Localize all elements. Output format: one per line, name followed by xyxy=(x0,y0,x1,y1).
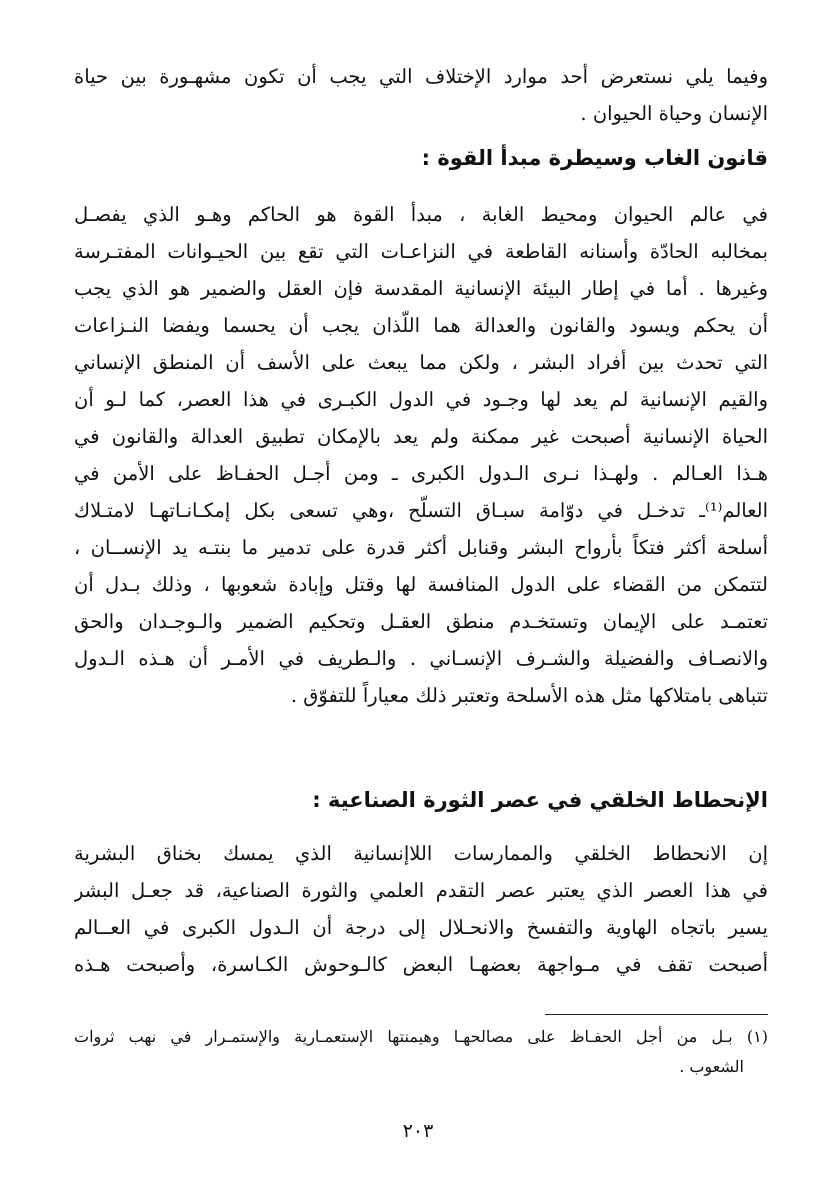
text-line: لتتمكن من القضاء على الدول المنافسة لها وقتل وإبادة شعوبها ، وذلك بـدل أن xyxy=(74,573,768,596)
footnote-divider xyxy=(545,1014,768,1015)
text-line: وغيرها . أما في إطار البيئة الإنسانية المقدسة فإن العقل والضمير هو الذي يجب xyxy=(74,277,768,300)
text-line: أصبحت تقف في مـواجهة بعضهـا البعض كالـوحوش الكـاسرة، وأصبحت هـذه xyxy=(74,953,768,976)
text-line: بمخالبه الحادّة وأسنانه القاطعة في النزاعـات التي تقع بين الحيـوانات المفتـرسة xyxy=(74,240,768,263)
text-line: هـذا العـالم . ولهـذا نـرى الـدول الكبرى ـ ومن أجـل الحفـاظ على الأمن في xyxy=(74,462,768,485)
text-line: والانصـاف والفضيلة والشـرف الإنسـاني . والـطريف في الأمـر أن هـذه الـدول xyxy=(74,647,768,670)
text-line: الإنسان وحياة الحيوان . xyxy=(580,102,768,125)
footnote xyxy=(74,1022,768,1082)
text-line: أن يحكم ويسود والقانون والعدالة هما اللّذان يجب أن يحسما ويفضا النـزاعات xyxy=(74,314,768,337)
text-line: والقيم الإنسانية لم يعد لها وجـود في الدول الكبـرى في هذا العصر، كما لـو أن xyxy=(74,388,768,411)
text-line: في هذا العصر الذي يعتبر عصر التقدم العلمي والثورة الصناعية، قد جعـل البشر xyxy=(74,879,768,902)
page-number: ٢٠٣ xyxy=(402,1120,434,1142)
text-line: تعتمـد على الإيمان وتستخـدم منطق العقـل وتحكيم الضمير والـوجـدان والحق xyxy=(74,610,768,633)
footnote-line: (١) بـل من أجل الحفـاظ على مصالحهـا وهيمنتها الإستعمـارية والإستمـرار في نهب ثروات xyxy=(74,1027,768,1046)
text-line: وفيما يلي نستعرض أحد موارد الإختلاف التي يجب أن تكون مشهـورة بين حياة xyxy=(74,65,768,88)
section2-paragraph xyxy=(74,835,768,983)
text-line: في عالم الحيوان ومحيط الغابة ، مبدأ القوة هو الحاكم وهـو الذي يفصـل xyxy=(74,203,768,226)
intro-paragraph xyxy=(74,58,768,132)
text-line: الحياة الإنسانية أصبحت غير ممكنة ولم يعد بالإمكان تطبيق العدالة والقانون في xyxy=(74,425,768,448)
section-heading-moral-decline: الإنحطاط الخلقي في عصر الثورة الصناعية : xyxy=(312,788,768,812)
text-line: إن الانحطاط الخلقي والممارسات اللاإنسانية الذي يمسك بخناق البشرية xyxy=(74,842,768,865)
text-line: تتباهى بامتلاكها مثل هذه الأسلحة وتعتبر ذلك معياراً للتفوّق . xyxy=(290,684,768,707)
text-line: التي تحدث بين أفراد البشر ، ولكن مما يبعث على الأسف أن المنطق الإنساني xyxy=(74,351,768,374)
section1-paragraph xyxy=(74,196,768,714)
text-line: يسير باتجاه الهاوية والتفسخ والانحـلال إلى درجة أن الـدول الكبرى في العــالم xyxy=(74,916,768,939)
text-line: أسلحة أكثر فتكاً بأرواح البشر وقنابل أكثر قدرة على تدمير ما بنتـه يد الإنســان ، xyxy=(74,536,768,559)
section-heading-law-of-jungle: قانون الغاب وسيطرة مبدأ القوة : xyxy=(421,146,768,170)
text-line: العالم⁽¹⁾ـ تدخـل في دوّامة سبـاق التسلّح ،وهي تسعى بكل إمكـانـاتهـا لامتـلاك xyxy=(74,499,768,522)
footnote-line: الشعوب . xyxy=(679,1057,744,1076)
